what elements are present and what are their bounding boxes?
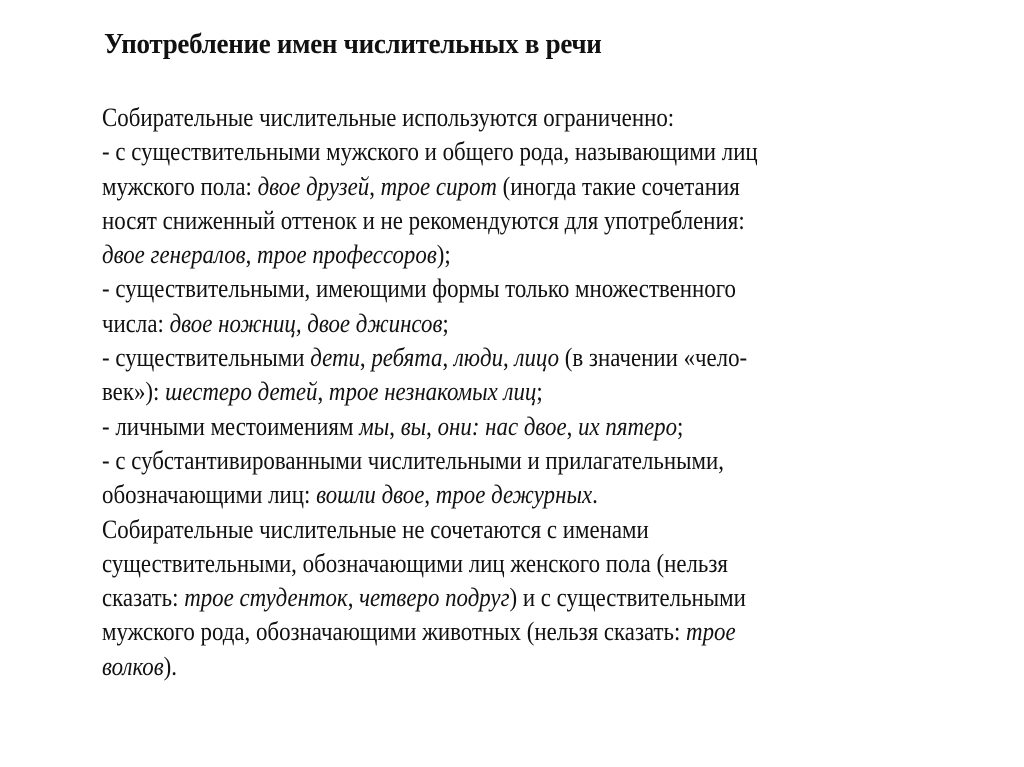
body-text: , <box>503 343 515 373</box>
body-text: сказать: <box>102 583 185 613</box>
text-line <box>102 375 894 409</box>
text-line <box>102 581 894 615</box>
body-text: , <box>359 343 372 373</box>
example-text: трое незнакомых лиц <box>328 377 537 407</box>
body-text: , <box>566 411 579 441</box>
text-line <box>102 410 894 444</box>
text-line <box>102 444 894 478</box>
text-line <box>102 615 894 649</box>
example-text: они: нас двое <box>437 411 567 441</box>
example-text: двое генералов <box>102 240 246 270</box>
example-text: ребята <box>371 343 443 373</box>
text-line <box>102 238 894 272</box>
body-text: - с существительными мужского и общего рода, называющими лиц <box>102 137 758 167</box>
slide-body-text <box>102 101 1002 684</box>
body-text: - существительными, имеющими формы только множественного <box>102 274 736 304</box>
body-text: ; <box>677 411 684 441</box>
body-text: , <box>424 480 436 510</box>
body-text: . <box>592 480 598 510</box>
example-text: двое друзей <box>257 171 370 201</box>
text-line <box>102 478 894 512</box>
body-text: , <box>347 583 360 613</box>
slide-title: Употребление имен числительных в речи <box>104 28 602 60</box>
body-text: Собирательные числительные используются ограниченно: <box>102 103 675 132</box>
example-text: волков <box>102 651 164 681</box>
example-text: трое <box>686 617 736 647</box>
text-line <box>102 204 894 238</box>
example-text: четверо подруг <box>359 583 510 613</box>
text-line <box>102 307 894 341</box>
example-text: трое дежурных <box>435 480 593 510</box>
example-text: трое сирот <box>380 171 497 201</box>
text-line <box>102 135 894 169</box>
body-text: , <box>389 411 401 441</box>
example-text: их пятеро <box>578 411 678 441</box>
text-line <box>102 101 894 135</box>
body-text: ). <box>163 651 178 681</box>
example-text: вошли двое <box>316 480 425 510</box>
body-text: существительными, обозначающими лиц женского пола (нельзя <box>102 548 728 578</box>
example-text: лицо <box>514 343 560 373</box>
example-text: дети <box>310 343 360 373</box>
example-text: мы <box>359 411 390 441</box>
body-text: , <box>426 411 438 441</box>
body-text: (в значении «чело- <box>559 343 748 373</box>
body-text: обозначающими лиц: <box>102 480 317 510</box>
body-text: числа: <box>102 308 170 338</box>
body-text: ; <box>536 377 543 407</box>
text-line <box>102 170 894 204</box>
text-line <box>102 341 894 375</box>
body-text: , <box>245 240 258 270</box>
example-text: шестеро детей <box>165 377 318 407</box>
body-text: ); <box>436 240 451 270</box>
body-text: Собирательные числительные не сочетаются с именами <box>102 514 649 544</box>
body-text: , <box>442 343 454 373</box>
body-text: ) и с существительными <box>509 583 746 613</box>
body-text: , <box>369 171 381 201</box>
body-text: , <box>317 377 329 407</box>
text-line <box>102 650 894 684</box>
body-text: мужского пола: <box>102 171 258 201</box>
example-text: люди <box>453 343 504 373</box>
body-text: (иногда такие сочетания <box>496 171 740 201</box>
body-text: век»): <box>102 377 166 407</box>
example-text: вы <box>400 411 427 441</box>
example-text: трое студенток <box>184 583 348 613</box>
body-text: носят сниженный оттенок и не рекомендуются для употребления: <box>102 205 745 235</box>
body-text: - существительными <box>102 343 311 373</box>
text-line <box>102 272 894 306</box>
example-text: двое ножниц, двое джинсов <box>169 308 443 338</box>
body-text: ; <box>442 308 449 338</box>
body-text: - с субстантивированными числительными и прилагательными, <box>102 445 724 475</box>
text-line <box>102 547 894 581</box>
body-text: - личными местоимениям <box>102 411 360 441</box>
text-line <box>102 513 894 547</box>
body-text: мужского рода, обозначающими животных (нельзя сказать: <box>102 617 687 647</box>
example-text: трое профессоров <box>257 240 437 270</box>
